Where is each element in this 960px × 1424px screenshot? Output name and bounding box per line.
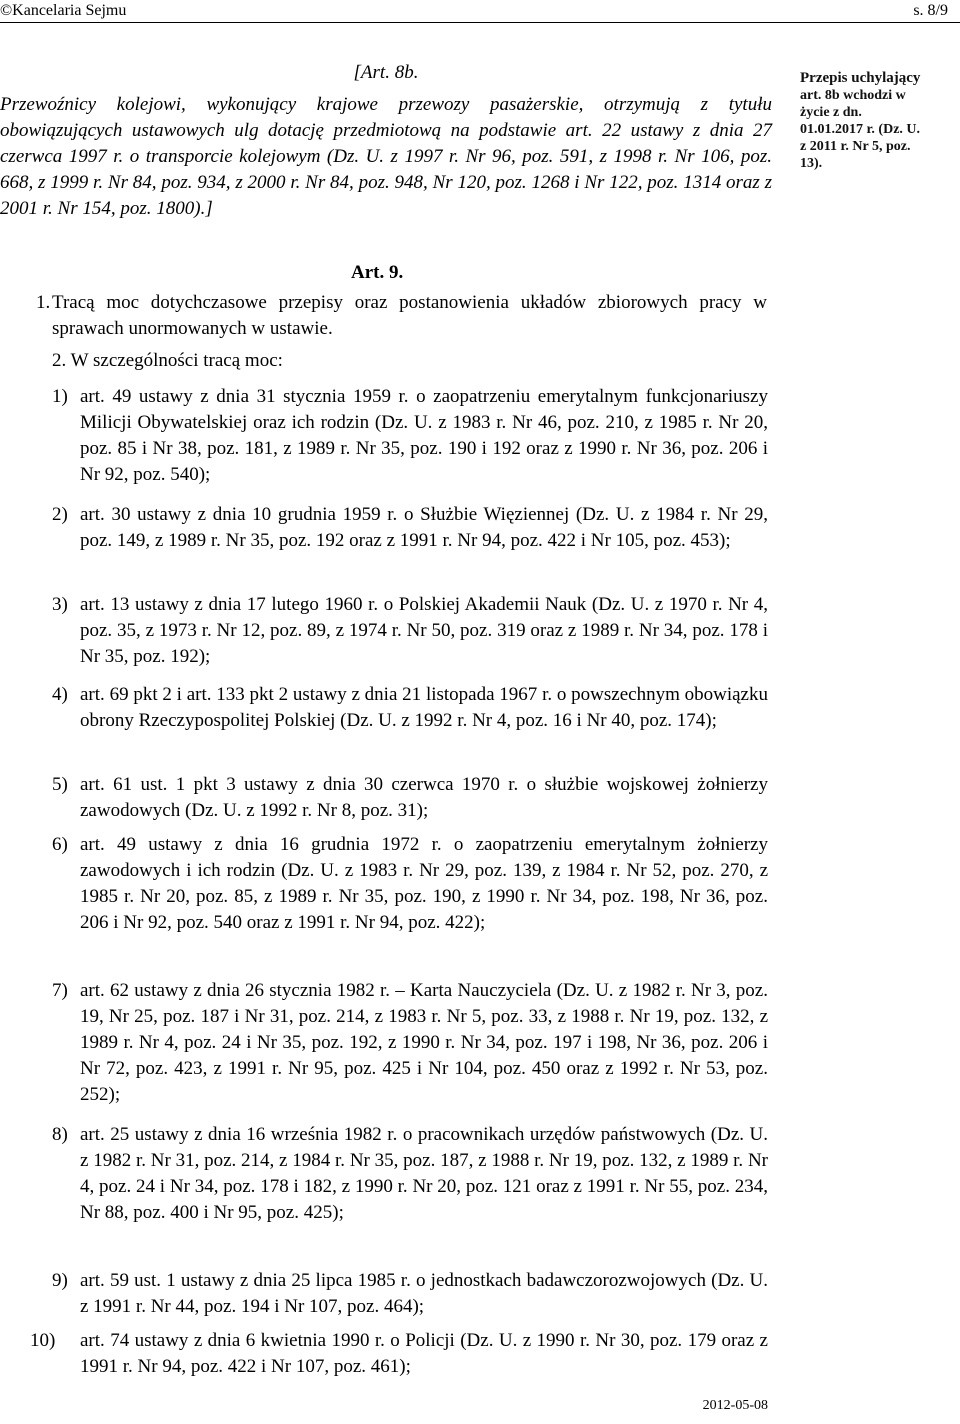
header-copyright: ©Kancelaria Sejmu — [0, 2, 127, 19]
list-item-number: 6) — [52, 834, 68, 855]
list-item-text: art. 59 ust. 1 ustawy z dnia 25 lipca 1985 r. o jednostkach badawczorozwojowych (Dz. U. z 1991 r. Nr 44, poz. 194 i Nr 107, poz. 464); — [80, 1270, 768, 1317]
margin-note-line: art. 8b wchodzi w — [800, 88, 906, 103]
list-item-text: art. 13 ustawy z dnia 17 lutego 1960 r. o Polskiej Akademii Nauk (Dz. U. z 1970 r. Nr 4, poz. 35, z 1973 r. Nr 12, poz. 89, z 1974 r. Nr 50, poz. 319 oraz z 1989 r. Nr 34, poz. 178 i Nr 35, poz. 192); — [80, 594, 768, 667]
list-item-text: art. 49 ustawy z dnia 16 grudnia 1972 r. o zaopatrzeniu emerytalnym żołnierzy zawodowych i ich rodzin (Dz. U. z 1983 r. Nr 29, poz. 139, z 1984 r. Nr 52, poz. 270, z 1985 r. Nr 20, poz. 85, z 1989 r. Nr 35, poz. 190, z 1990 r. Nr 34, poz. 198, Nr 36, poz. 206 i Nr 92, poz. 540 oraz z 1991 r. Nr 94, poz. 422); — [80, 834, 768, 933]
article-8b-title: [Art. 8b. — [353, 62, 419, 83]
list-item-number: 2) — [52, 504, 68, 525]
list-item-text: art. 61 ust. 1 pkt 3 ustawy z dnia 30 czerwca 1970 r. o służbie wojskowej żołnierzy zawodowych (Dz. U. z 1992 r. Nr 8, poz. 31); — [80, 774, 768, 821]
margin-note-line: 13). — [800, 156, 823, 171]
list-item — [52, 592, 768, 670]
margin-note-line: z 2011 r. Nr 5, poz. — [800, 139, 911, 154]
list-item-number: 7) — [52, 980, 68, 1001]
article-8b-text: Przewoźnicy kolejowi, wykonujący krajowe przewozy pasażerskie, otrzymują z tytułu obowiązujących ustawowych ulg dotację przedmiotową na podstawie art. 22 ustawy z dnia 27 czerwca 1997 r. o transporcie kolejowym (Dz. U. z 1997 r. Nr 96, poz. 591, z 1998 r. Nr 106, poz. 668, z 1999 r. Nr 84, poz. 934, z 2000 r. Nr 84, poz. 948, Nr 120, poz. 1268 i Nr 122, poz. 1314 oraz z 2001 r. Nr 154, poz. 1800).] — [0, 94, 772, 219]
header-divider — [0, 22, 960, 23]
list-item-number: 9) — [52, 1270, 68, 1291]
footer-date: 2012-05-08 — [702, 1398, 768, 1413]
page-header — [0, 0, 960, 24]
list-item-number: 10) — [30, 1330, 56, 1351]
list-item-text: art. 25 ustawy z dnia 16 września 1982 r. o pracownikach urzędów państwowych (Dz. U. z 1982 r. Nr 31, poz. 214, z 1984 r. Nr 35, poz. 187, z 1988 r. Nr 19, poz. 132, z 1989 r. Nr 4, poz. 24 i Nr 34, poz. 178 i 182, z 1990 r. Nr 20, poz. 121 oraz z 1991 r. Nr 55, poz. 234, Nr 88, poz. 400 i Nr 95, poz. 425); — [80, 1124, 768, 1223]
list-item — [52, 682, 768, 734]
margin-note-line: 01.01.2017 r. (Dz. U. — [800, 122, 921, 137]
list-item — [52, 1268, 768, 1320]
list-item — [52, 978, 768, 1108]
paragraph-text: Tracą moc dotychczasowe przepisy oraz postanowienia układów zbiorowych pracy w sprawach unormowanych w ustawie. — [52, 292, 767, 339]
margin-note-line: życie z dn. — [800, 105, 862, 120]
article-9-paragraph-1 — [36, 290, 767, 342]
list-item — [52, 832, 768, 936]
article-9-paragraph-2: 2. W szczególności tracą moc: — [52, 350, 283, 371]
article-8b — [0, 60, 772, 222]
margin-note — [800, 70, 960, 172]
margin-note-line: Przepis uchylający — [800, 70, 921, 86]
article-9-title: Art. 9. — [351, 262, 404, 283]
list-item-text: art. 49 ustawy z dnia 31 stycznia 1959 r. o zaopatrzeniu emerytalnym funkcjonariuszy Milicji Obywatelskiej oraz ich rodzin (Dz. U. z 1983 r. Nr 46, poz. 210, z 1985 r. Nr 20, poz. 85 i Nr 38, poz. 181, z 1989 r. Nr 35, poz. 190 i 192 oraz z 1990 r. Nr 36, poz. 206 i Nr 92, poz. 540); — [80, 386, 768, 485]
paragraph-number: 1. — [36, 292, 51, 313]
list-item — [52, 502, 768, 554]
list-item-number: 1) — [52, 386, 68, 407]
list-item-text: art. 69 pkt 2 i art. 133 pkt 2 ustawy z dnia 21 listopada 1967 r. o powszechnym obowiązku obrony Rzeczypospolitej Polskiej (Dz. U. z 1992 r. Nr 4, poz. 16 i Nr 40, poz. 174); — [80, 684, 768, 731]
list-item-number: 3) — [52, 594, 68, 615]
list-item — [52, 772, 768, 824]
list-item-text: art. 62 ustawy z dnia 26 stycznia 1982 r. – Karta Nauczyciela (Dz. U. z 1982 r. Nr 3, poz. 19, Nr 25, poz. 187 i Nr 31, poz. 214, z 1983 r. Nr 5, poz. 33, z 1988 r. Nr 19, poz. 132, z 1989 r. Nr 4, poz. 24 i Nr 35, poz. 192, z 1990 r. Nr 34, poz. 197 i 198, Nr 36, poz. 206 i Nr 72, poz. 423, z 1991 r. Nr 95, poz. 425 i Nr 104, poz. 450 oraz z 1992 r. Nr 53, poz. 252); — [80, 980, 768, 1105]
list-item — [30, 1328, 768, 1380]
header-page-number: s. 8/9 — [913, 2, 948, 19]
list-item-text: art. 74 ustawy z dnia 6 kwietnia 1990 r. o Policji (Dz. U. z 1990 r. Nr 30, poz. 179 oraz z 1991 r. Nr 94, poz. 422 i Nr 107, poz. 461); — [80, 1330, 768, 1377]
list-item — [52, 1122, 768, 1226]
list-item-text: art. 30 ustawy z dnia 10 grudnia 1959 r. o Służbie Więziennej (Dz. U. z 1984 r. Nr 29, poz. 149, z 1989 r. Nr 35, poz. 192 oraz z 1991 r. Nr 94, poz. 422 i Nr 105, poz. 453); — [80, 504, 768, 551]
list-item-number: 4) — [52, 684, 68, 705]
list-item-number: 8) — [52, 1124, 68, 1145]
list-item — [52, 384, 768, 488]
list-item-number: 5) — [52, 774, 68, 795]
